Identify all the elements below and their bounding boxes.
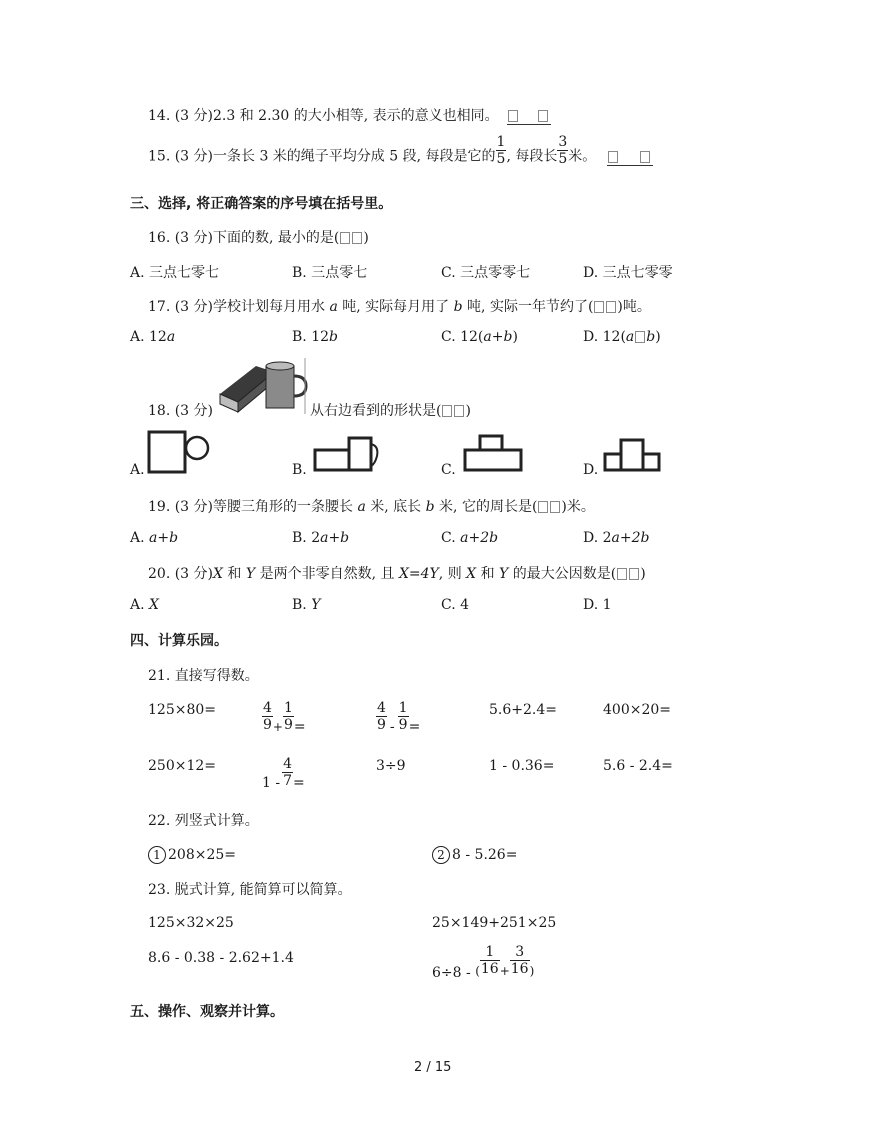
equals: = xyxy=(408,718,421,735)
question-22-title: 22. 列竖式计算。 xyxy=(148,813,259,829)
q20-text-6: 的最大公因数是( xyxy=(508,566,617,582)
q17-text-2: 吨, 实际每月用了 xyxy=(337,299,454,315)
question-14 xyxy=(148,105,551,125)
calc-1-minus-frac xyxy=(262,756,305,789)
denominator: 9 xyxy=(377,717,386,733)
q18-option-c-label: C. xyxy=(441,462,456,478)
denominator: 9 xyxy=(398,717,408,733)
question-21-title: 21. 直接写得数。 xyxy=(148,668,259,684)
q18-option-c-shape xyxy=(462,432,524,474)
option-var: a xyxy=(625,329,635,345)
q19-option-b xyxy=(292,530,349,546)
option-var: X xyxy=(149,597,159,613)
option-label: A. 12 xyxy=(130,329,167,345)
q18-text: 从右边看到的形状是( xyxy=(310,403,442,419)
q18-option-d-label: D. xyxy=(583,462,599,478)
denominator: 7 xyxy=(283,773,293,789)
q17-option-b xyxy=(292,329,338,345)
q23-expr-2: 25×149+251×25 xyxy=(432,915,557,931)
numerator: 1 xyxy=(480,944,500,961)
calc-frac-add xyxy=(262,700,306,733)
numerator: 1 xyxy=(398,700,408,716)
question-16 xyxy=(148,227,369,247)
option-label: C. xyxy=(441,530,461,546)
fraction xyxy=(510,944,530,977)
var-x: X xyxy=(466,566,477,582)
q19-option-c xyxy=(441,530,498,546)
q16-option-a: A. 三点七零七 xyxy=(130,265,220,281)
option-var: a+b xyxy=(483,329,513,345)
q17-text-3: 吨, 实际一年节约了( xyxy=(462,299,594,315)
calc-400x20: 400×20= xyxy=(603,702,671,718)
answer-blank xyxy=(507,108,551,125)
operator: + xyxy=(272,719,283,734)
var-a: a xyxy=(329,299,338,315)
numerator: 4 xyxy=(377,700,386,716)
calc-1-minus-0.36: 1 - 0.36= xyxy=(489,758,555,774)
option-label: D. 1 xyxy=(583,597,612,613)
option-end: ) xyxy=(655,329,661,345)
question-14-text: 14. (3 分)2.3 和 2.30 的大小相等, 表示的意义也相同。 xyxy=(148,108,499,124)
option-var: Y xyxy=(311,597,321,613)
q17-option-c xyxy=(441,329,518,345)
fraction xyxy=(282,756,293,789)
q17-text-4: )吨。 xyxy=(617,299,651,315)
q23-expr-3: 8.6 - 0.38 - 2.62+1.4 xyxy=(148,950,294,966)
calc-frac-sub xyxy=(376,700,420,733)
paren-close: ) xyxy=(363,230,369,246)
numerator: 1 xyxy=(283,700,293,716)
q18-prefix: 18. (3 分) xyxy=(148,403,213,419)
q16-option-d: D. 三点七零零 xyxy=(583,265,673,281)
option-end: ) xyxy=(512,329,518,345)
option-label: C. 4 xyxy=(441,597,470,613)
equals: = xyxy=(293,774,305,791)
denominator: 5 xyxy=(558,151,568,167)
q20-option-b xyxy=(292,597,320,613)
q19-option-a xyxy=(130,530,178,546)
question-18 xyxy=(310,400,471,420)
option-label: A. xyxy=(130,530,150,546)
option-var: a+b xyxy=(149,530,179,546)
q18-option-b-label: B. xyxy=(292,462,307,478)
question-15-prefix: 15. (3 分)一条长 3 米的绳子平均分成 5 段, 每段是它的 xyxy=(148,148,496,165)
q20-option-c xyxy=(441,597,469,613)
question-17 xyxy=(148,296,651,316)
q17-option-a xyxy=(130,329,175,345)
option-var-2: b xyxy=(646,329,656,345)
denominator: 9 xyxy=(263,717,272,733)
option-label: D. 12( xyxy=(583,329,626,345)
question-20 xyxy=(148,563,646,583)
calc-125x80: 125×80= xyxy=(148,702,216,718)
q19-option-d xyxy=(583,530,650,546)
prefix: 1 - xyxy=(262,774,281,791)
q20-text-1: 20. (3 分) xyxy=(148,566,213,582)
question-16-text: 16. (3 分)下面的数, 最小的是( xyxy=(148,230,340,246)
expression: 208×25= xyxy=(168,847,236,863)
q19-text-1: 19. (3 分)等腰三角形的一条腰长 xyxy=(148,499,358,515)
fraction xyxy=(262,700,273,733)
q19-text-4: )米。 xyxy=(561,499,595,515)
q20-text-2: 和 xyxy=(222,566,246,582)
option-var: b xyxy=(329,329,338,345)
var-b: b xyxy=(425,499,435,515)
operator: - xyxy=(389,718,395,735)
calc-3div9: 3÷9 xyxy=(376,758,406,774)
q18-option-b-shape xyxy=(312,432,382,474)
equation: X=4Y xyxy=(398,566,439,582)
var-a: a xyxy=(357,499,366,515)
denominator: 5 xyxy=(496,151,506,167)
q18-option-a-label: A. xyxy=(130,462,145,478)
var-x: X xyxy=(213,566,223,582)
option-label: B. 2 xyxy=(292,530,321,546)
section-4-title: 四、计算乐园。 xyxy=(130,633,228,649)
paren-close: ) xyxy=(640,566,646,582)
section-3-title: 三、选择, 将正确答案的序号填在括号里。 xyxy=(130,196,393,212)
var-y: Y xyxy=(499,566,509,582)
q22-item-2 xyxy=(432,846,517,864)
question-23-title: 23. 脱式计算, 能简算可以简算。 xyxy=(148,882,352,898)
option-var: a xyxy=(166,329,176,345)
var-y: Y xyxy=(245,566,256,582)
question-15-suffix: 米。 xyxy=(568,148,597,165)
calc-5.6+2.4: 5.6+2.4= xyxy=(489,702,557,718)
calc-5.6-2.4: 5.6 - 2.4= xyxy=(603,758,673,774)
q16-option-b: B. 三点零七 xyxy=(292,265,368,281)
book-and-mug-image xyxy=(216,358,308,414)
q19-text-3: 米, 它的周长是( xyxy=(434,499,538,515)
section-5-title: 五、操作、观察并计算。 xyxy=(130,1004,284,1020)
option-label: C. 12( xyxy=(441,329,484,345)
q20-text-3: 是两个非零自然数, 且 xyxy=(255,566,399,582)
circled-number: 2 xyxy=(432,846,450,864)
fraction xyxy=(376,700,387,733)
option-label: A. xyxy=(130,597,150,613)
q23-expr-1: 125×32×25 xyxy=(148,915,234,931)
fraction xyxy=(496,134,507,167)
operator: + xyxy=(499,963,510,978)
paren-close: ) xyxy=(529,963,535,978)
paren-close: ) xyxy=(465,403,471,419)
question-19 xyxy=(148,496,595,516)
q17-text-1: 17. (3 分)学校计划每月用水 xyxy=(148,299,330,315)
numerator: 1 xyxy=(496,134,506,150)
q20-option-d xyxy=(583,597,612,613)
q18-option-a-shape xyxy=(146,430,212,474)
q18-option-d-shape xyxy=(602,432,664,474)
q16-option-c: C. 三点零零七 xyxy=(441,265,531,281)
expression: 8 - 5.26= xyxy=(452,847,518,863)
fraction xyxy=(283,700,294,733)
answer-blank xyxy=(607,149,653,166)
question-15 xyxy=(148,134,653,173)
q20-text-4: , 则 xyxy=(438,566,467,582)
q22-item-1 xyxy=(148,846,236,864)
fraction xyxy=(398,700,409,733)
question-15-mid: , 每段长 xyxy=(506,148,558,165)
q17-option-d xyxy=(583,329,661,345)
numerator: 3 xyxy=(510,944,530,961)
page-number: 2 / 15 xyxy=(414,1060,452,1075)
option-label: B. 12 xyxy=(292,329,330,345)
q20-text-5: 和 xyxy=(476,566,500,582)
paren-open: ( xyxy=(475,963,480,978)
denominator: 16 xyxy=(480,961,499,977)
q19-text-2: 米, 底长 xyxy=(365,499,426,515)
denominator: 9 xyxy=(283,717,293,733)
option-label: D. 2 xyxy=(583,530,612,546)
option-var: a+2b xyxy=(611,530,650,546)
prefix: 6÷8 - xyxy=(432,964,471,981)
option-var: a+b xyxy=(320,530,350,546)
calc-250x12: 250×12= xyxy=(148,758,216,774)
denominator: 16 xyxy=(510,961,529,977)
fraction xyxy=(480,944,500,977)
circled-number: 1 xyxy=(148,846,166,864)
numerator: 4 xyxy=(263,700,272,716)
option-label: B. xyxy=(292,597,312,613)
var-b: b xyxy=(453,299,463,315)
option-var: a+2b xyxy=(460,530,499,546)
numerator: 4 xyxy=(283,756,293,772)
fraction xyxy=(557,134,568,167)
numerator: 3 xyxy=(558,134,568,150)
q20-option-a xyxy=(130,597,159,613)
q23-expr-4 xyxy=(432,944,535,981)
equals: = xyxy=(293,718,306,735)
